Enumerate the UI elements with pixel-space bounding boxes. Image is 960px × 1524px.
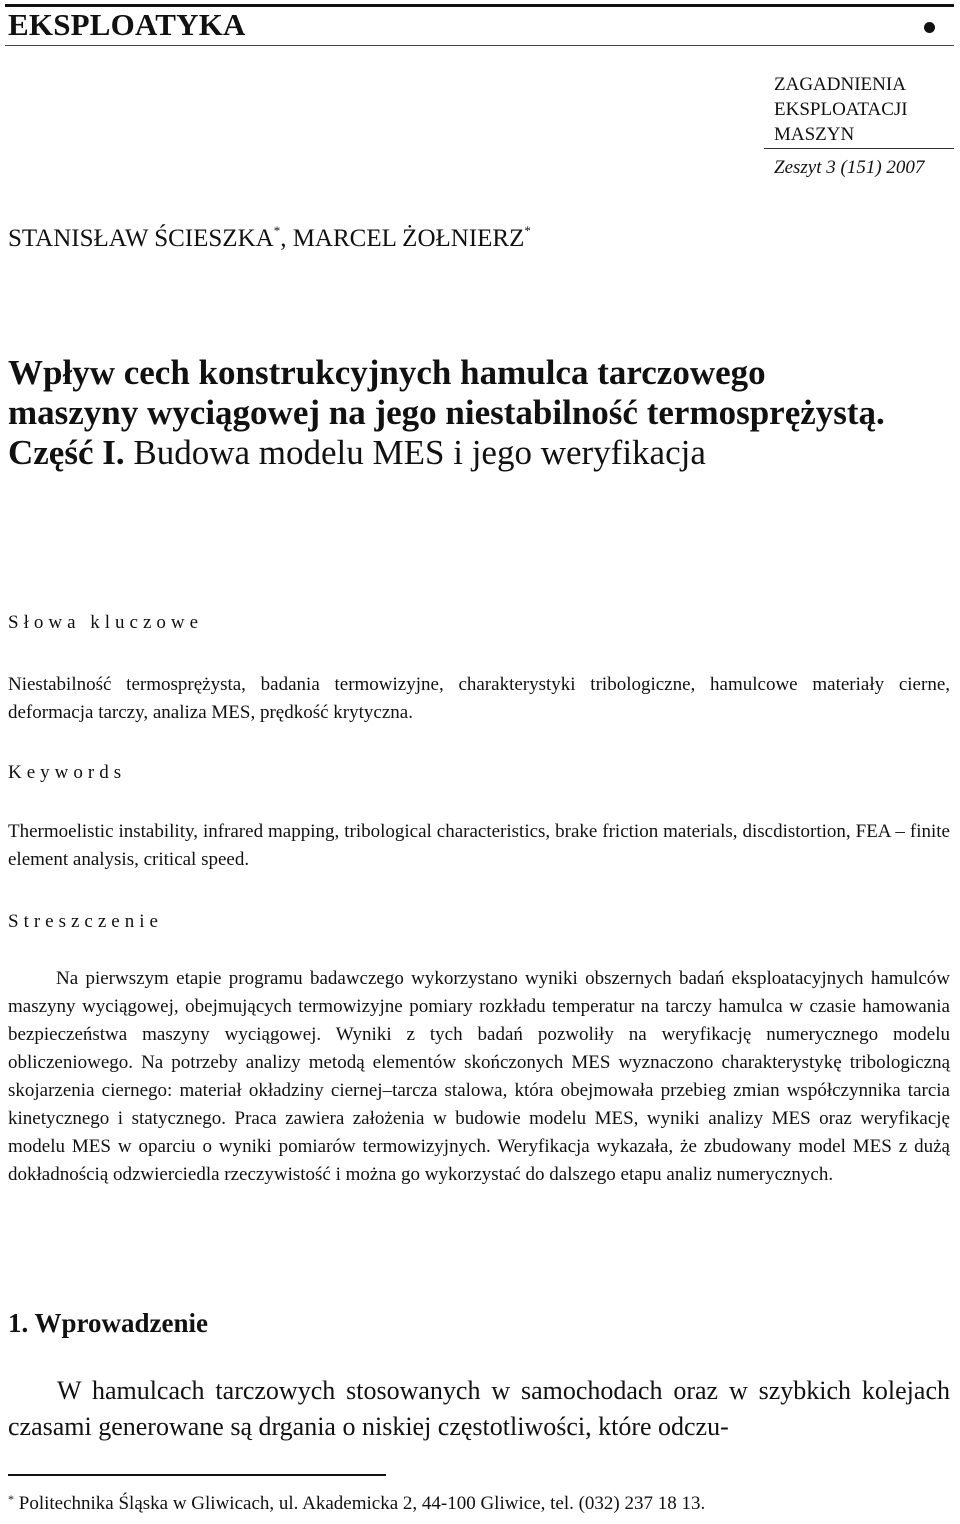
journal-name-line: ZAGADNIENIA [774,74,906,95]
footnote-text: Politechnika Śląska w Gliwicach, ul. Akademicka 2, 44-100 Gliwice, tel. (032) 237 18 13. [14,1493,706,1514]
section-heading: 1. Wprowadzenie [8,1308,209,1338]
keywords-en-text: Thermoelistic instability, infrared mapping, tribological characteristics, brake friction materials, discdistortion, FEA – finite element analysis, critical speed. [8,821,950,870]
title-line [8,433,948,473]
running-header-title: EKSPLOATYKA [8,7,246,42]
title-line: maszyny wyciągowej na jego niestabilność termosprężystą. [8,393,885,432]
journal-rule [764,148,954,149]
section-body-text: W hamulcach tarczowych stosowanych w samochodach oraz w szybkich kolejach czasami generowane są drgania o niskiej częstotliwości, które odczu- [8,1376,950,1441]
footnote-mark: * [8,1492,14,1506]
keywords-pl-heading: Słowa kluczowe [8,612,204,633]
affiliation-mark: * [273,223,281,238]
journal-name-line: EKSPLOATACJI [774,99,908,120]
footnote [8,1493,705,1515]
title-line: Wpływ cech konstrukcyjnych hamulca tarczowego [8,353,766,392]
author-name: MARCEL ŻOŁNIERZ [292,225,525,252]
keywords-pl-text: Niestabilność termosprężysta, badania termowizyjne, charakterystyki tribologiczne, hamulcowe materiały cierne, deformacja tarczy, analiza MES, prędkość krytyczna. [8,674,950,723]
header-bottom-rule [5,45,954,46]
journal-name-line: MASZYN [774,124,855,145]
author-separator: , [280,225,293,252]
author-name: STANISŁAW ŚCIESZKA [8,225,274,252]
title-part-label: Część I. [8,433,125,472]
keywords-en-heading: Keywords [8,762,127,783]
title-subtitle: Budowa modelu MES i jego weryfikacja [124,433,706,472]
footnote-rule [8,1474,386,1476]
journal-issue: Zeszyt 3 (151) 2007 [774,157,925,178]
abstract-text: Na pierwszym etapie programu badawczego wykorzystano wyniki obszernych badań eksploatacyjnych hamulców maszyny wyciągowej, obejmujących termowizyjne pomiary rozkładu temperatur na tarczy hamulca w czasie hamowania bezpieczeństwa maszyny wyciągowej. Wyniki z tych badań pozwoliły na weryfikację numerycznego modelu obliczeniowego. Na potrzeby analizy metodą elementów skończonych MES wyznaczono charakterystykę tribologiczną skojarzenia ciernego: materiał okładziny ciernej–tarcza stalowa, która obejmowała przebieg zmian współczynnika tarcia kinetycznego i statycznego. Praca zawiera założenia w budowie modelu MES, wyniki analizy MES oraz weryfikację modelu MES w oparciu o wyniki pomiarów termowizyjnych. Weryfikacja wykazała, że zbudowany model MES z dużą dokładnością odzwierciedla rzeczywistość i można go wykorzystać do dalszego etapu analiz numerycznych. [8,968,950,1185]
abstract-heading: Streszczenie [8,911,163,932]
affiliation-mark: * [524,223,531,238]
authors [8,225,531,253]
header-bullet-icon [924,22,935,33]
paper-title [8,353,948,473]
journal-name [774,72,954,147]
